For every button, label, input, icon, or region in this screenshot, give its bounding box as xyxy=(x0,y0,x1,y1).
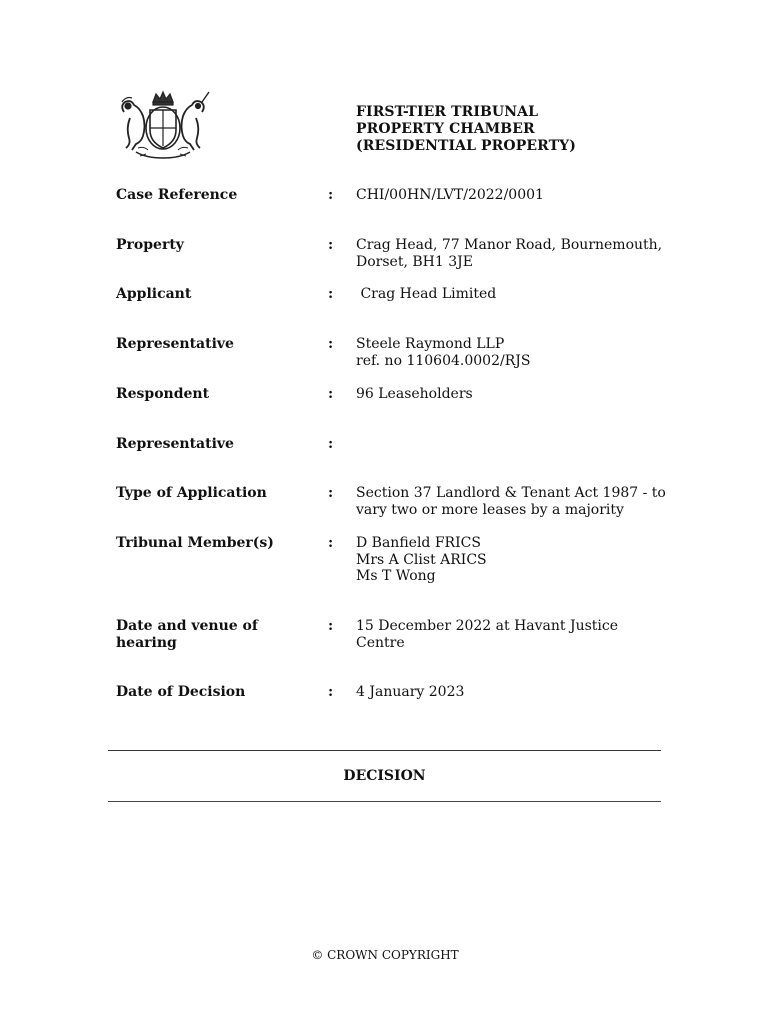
field-value xyxy=(356,336,676,369)
field-separator: : xyxy=(328,386,334,402)
field-label-line: hearing xyxy=(116,634,177,651)
field-separator: : xyxy=(328,436,334,452)
field-value xyxy=(356,485,676,518)
field-value xyxy=(356,237,676,270)
crown-copyright: © CROWN COPYRIGHT xyxy=(311,948,459,962)
tribunal-heading-line: PROPERTY CHAMBER xyxy=(356,121,535,137)
field-label: Tribunal Member(s) xyxy=(116,535,274,551)
field-value-line: 96 Leaseholders xyxy=(356,386,473,402)
field-value-line: Crag Head Limited xyxy=(356,286,497,302)
field-label: Date of Decision xyxy=(116,684,246,700)
divider-bottom xyxy=(108,801,661,802)
field-value-line: Steele Raymond LLP xyxy=(356,336,505,352)
tribunal-heading-line: FIRST-TIER TRIBUNAL xyxy=(356,104,539,120)
field-value-line: Section 37 Landlord & Tenant Act 1987 - to xyxy=(356,485,666,501)
field-value xyxy=(356,286,676,303)
field-value-line: 15 December 2022 at Havant Justice xyxy=(356,618,619,634)
field-value-line: CHI/00HN/LVT/2022/0001 xyxy=(356,187,544,203)
field-label: Property xyxy=(116,237,184,253)
field-separator: : xyxy=(328,237,334,253)
field-value-line: Centre xyxy=(356,634,405,651)
field-label: Representative xyxy=(116,436,234,452)
field-separator: : xyxy=(328,286,334,302)
field-label: Representative xyxy=(116,336,234,352)
field-separator: : xyxy=(328,535,334,551)
field-label: Applicant xyxy=(116,286,192,302)
field-value-line: D Banfield FRICS xyxy=(356,535,481,551)
field-label xyxy=(116,618,306,651)
field-value-line: Dorset, BH1 3JE xyxy=(356,253,473,270)
field-value xyxy=(356,535,676,585)
field-separator: : xyxy=(328,485,334,501)
field-separator: : xyxy=(328,684,334,700)
divider-top xyxy=(108,750,661,751)
field-label: Case Reference xyxy=(116,187,238,203)
field-separator: : xyxy=(328,187,334,203)
field-label-line: Date and venue of xyxy=(116,618,258,634)
field-value-line: Mrs A Clist ARICS xyxy=(356,551,487,568)
field-label: Type of Application xyxy=(116,485,267,501)
field-separator: : xyxy=(328,336,334,352)
royal-coat-of-arms-icon xyxy=(116,88,210,162)
field-value xyxy=(356,386,676,403)
field-value xyxy=(356,684,676,701)
tribunal-heading-line: (RESIDENTIAL PROPERTY) xyxy=(356,138,576,154)
decision-title: DECISION xyxy=(343,768,426,784)
field-value xyxy=(356,618,676,651)
tribunal-heading xyxy=(356,104,576,155)
field-value-line: ref. no 110604.0002/RJS xyxy=(356,352,531,369)
field-value-line: Crag Head, 77 Manor Road, Bournemouth, xyxy=(356,237,663,253)
field-value xyxy=(356,187,676,204)
field-separator: : xyxy=(328,618,334,634)
field-value-line: Ms T Wong xyxy=(356,568,436,584)
field-value-line: vary two or more leases by a majority xyxy=(356,501,624,518)
field-value-line: 4 January 2023 xyxy=(356,684,465,700)
field-label: Respondent xyxy=(116,386,210,402)
